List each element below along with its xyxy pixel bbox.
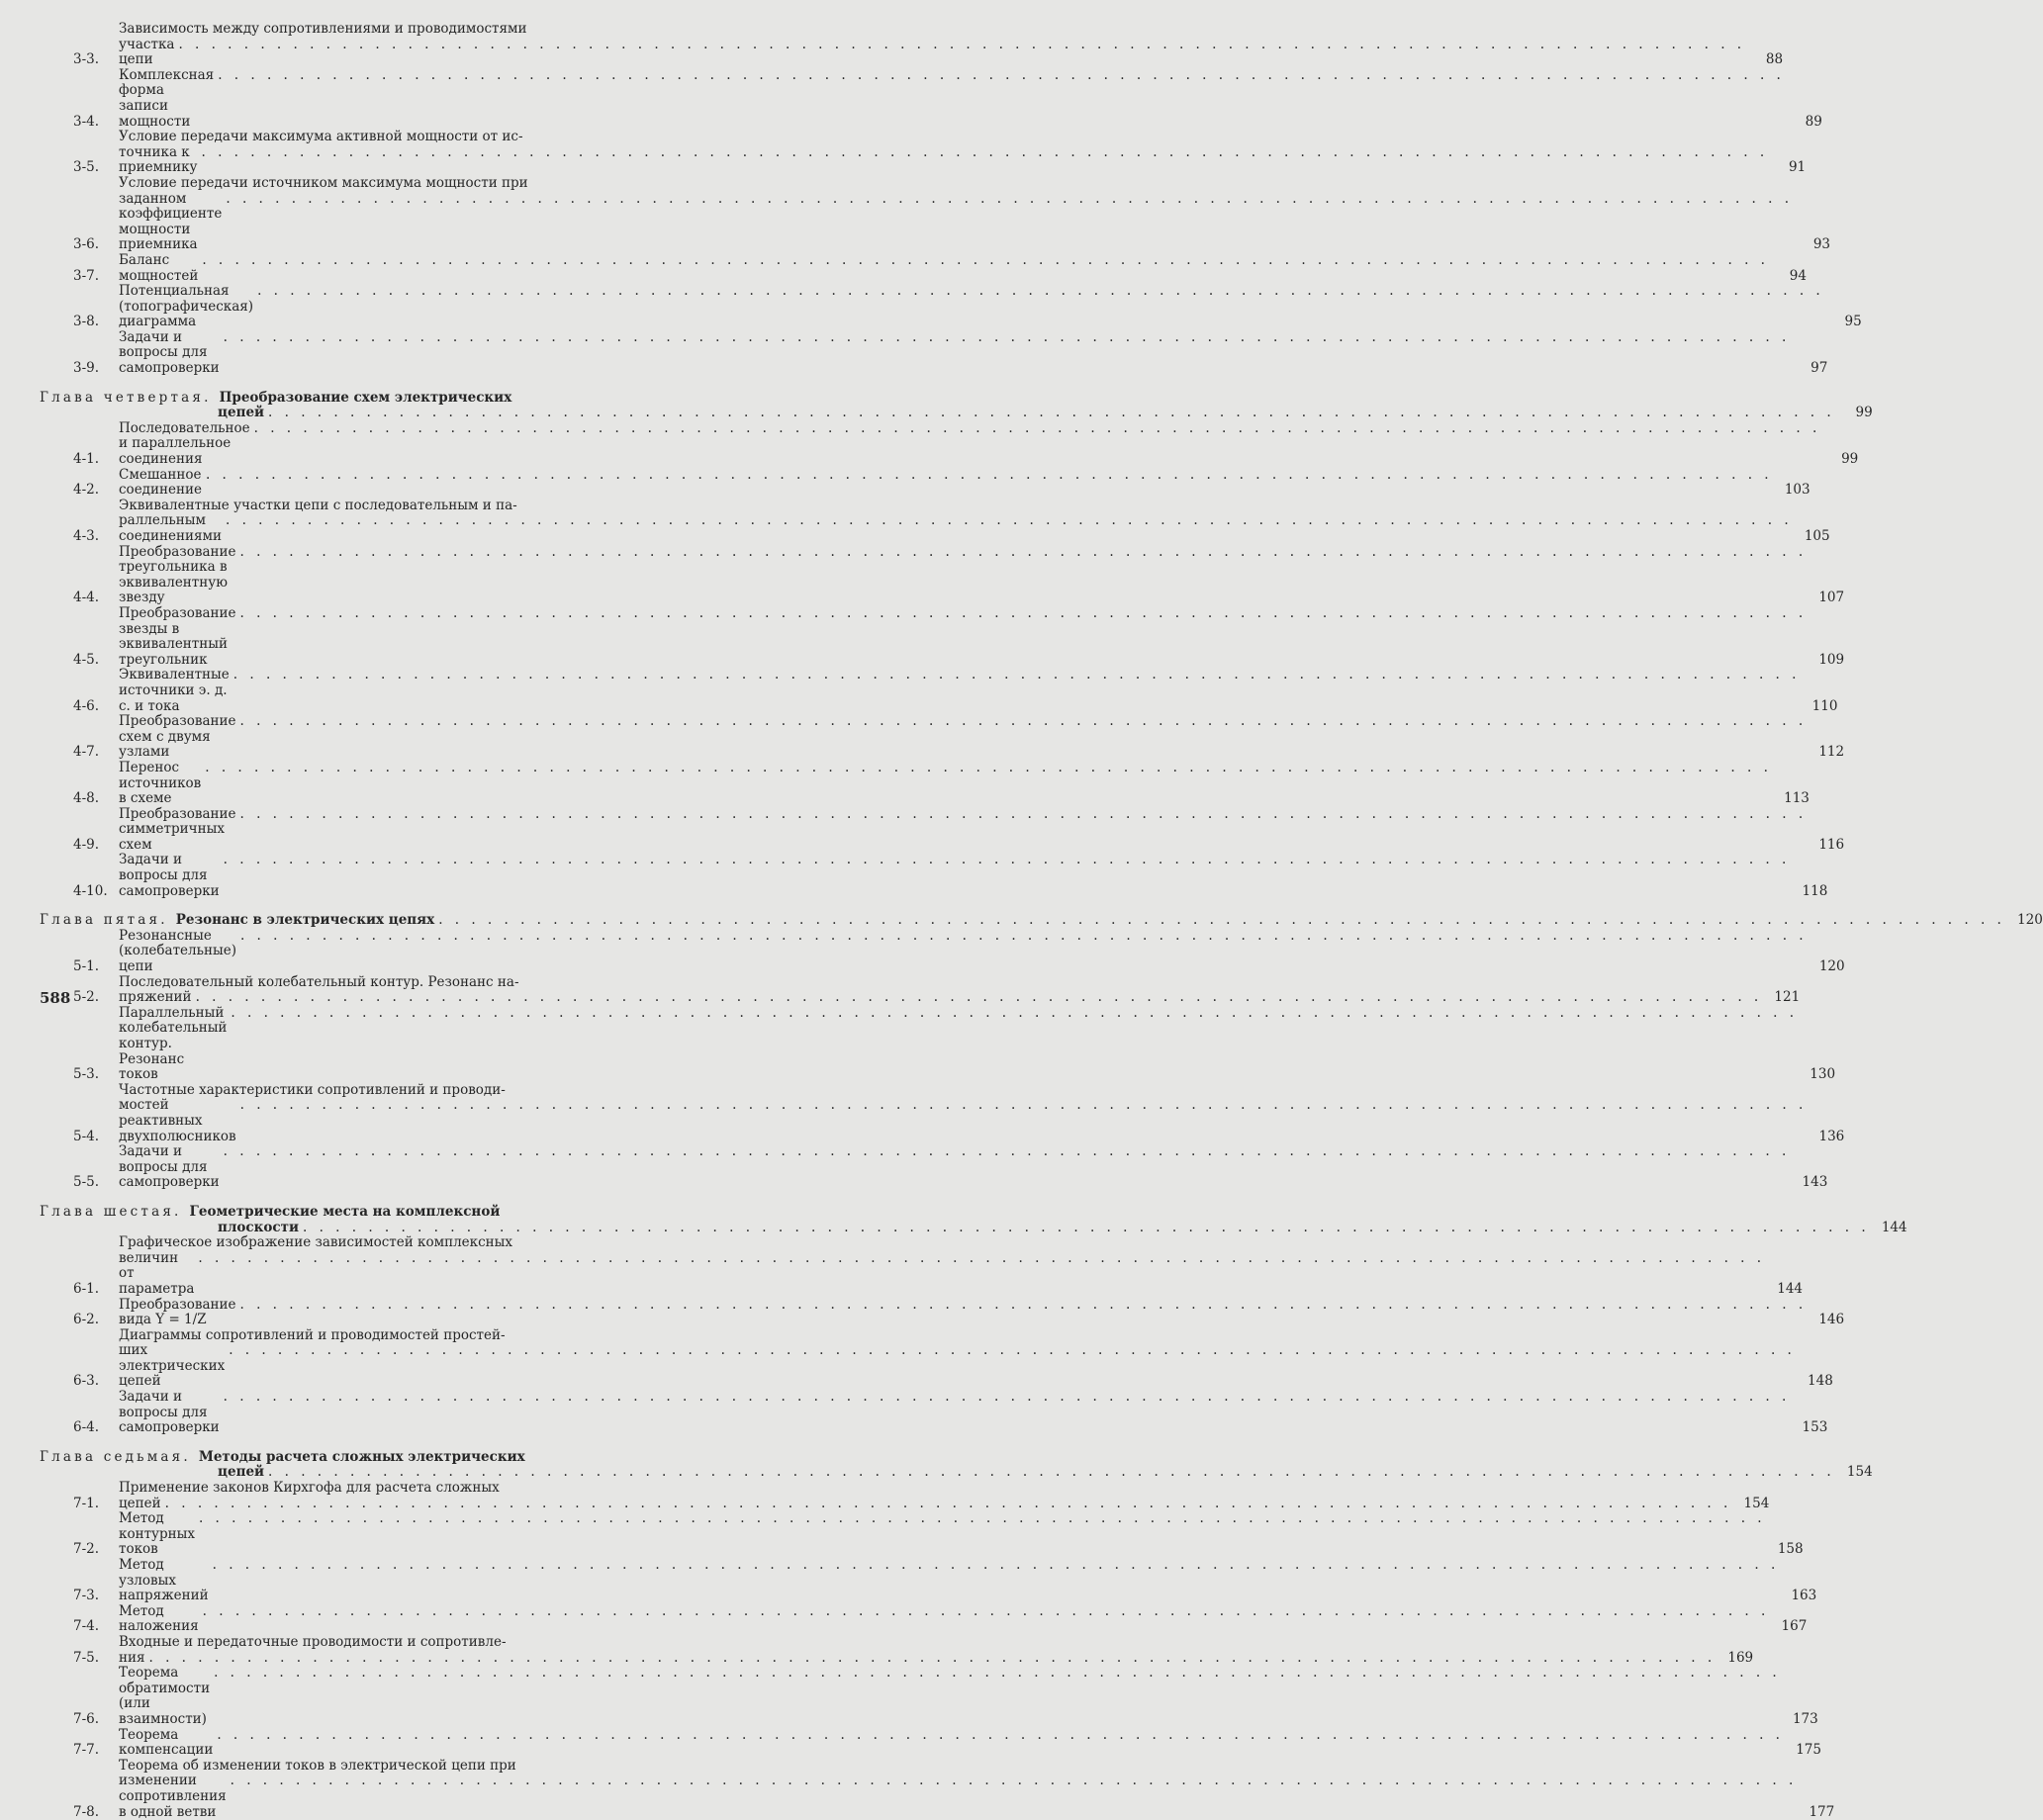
leader-dots — [224, 330, 1791, 346]
leader-dots — [231, 1006, 1798, 1022]
section-title: Параллельный колебательный контур. Резонанс токов — [119, 1006, 227, 1083]
toc-entry — [73, 714, 615, 761]
section-page: 88 — [1745, 52, 1783, 68]
chapter-title-continued: цепей — [218, 406, 264, 421]
section-number: 4-7. — [73, 745, 119, 761]
section-number: 7-8. — [73, 1805, 119, 1820]
section-page: 143 — [1790, 1175, 1827, 1191]
toc-entry — [73, 853, 615, 899]
section-page: 144 — [1765, 1282, 1803, 1298]
section-number: 3-3. — [73, 52, 119, 68]
toc-entry — [73, 975, 615, 1006]
section-title: Преобразование треугольника в эквивалентную звезду — [119, 545, 235, 606]
toc-entry — [73, 1390, 615, 1436]
section-page: 99 — [1820, 452, 1858, 468]
section-number: 4-9. — [73, 838, 119, 854]
leader-dots — [226, 513, 1793, 529]
section-title: Преобразование схем с двумя узлами — [119, 714, 235, 761]
section-title: Частотные характеристики сопротивлений и проводи- — [119, 1082, 506, 1098]
section-title: Метод контурных токов — [119, 1511, 195, 1558]
leader-dots — [198, 1251, 1765, 1267]
section-page: 120 — [1808, 959, 1845, 975]
leader-dots — [268, 406, 1835, 421]
toc-entry — [73, 1635, 615, 1666]
section-page: 105 — [1793, 529, 1830, 545]
section-title: Условие передачи источником максимума мощности при — [119, 175, 528, 191]
section-title: мостей реактивных двухполюсников — [119, 1098, 236, 1144]
toc-entry — [73, 284, 615, 330]
chapter-heading — [40, 1205, 615, 1235]
leader-dots — [226, 192, 1793, 208]
toc-entry — [73, 68, 615, 130]
leader-dots — [218, 68, 1785, 84]
table-of-contents — [40, 22, 615, 1820]
section-page: 116 — [1807, 838, 1844, 854]
section-title: Теорема обратимости (или взаимности) — [119, 1666, 210, 1727]
leader-dots — [202, 145, 1769, 161]
chapter-label: Глава пятая. — [40, 913, 168, 929]
section-number: 4-6. — [73, 699, 119, 715]
section-page: 153 — [1790, 1420, 1827, 1436]
section-title: Преобразование симметричных схем — [119, 807, 235, 854]
section-title: Эквивалентные участки цепи с последовательным и па- — [119, 498, 517, 513]
section-title: Смешанное соединение — [119, 468, 202, 499]
section-title: Баланс мощностей — [119, 253, 198, 284]
section-title: Входные и передаточные проводимости и сопротивле- — [119, 1634, 507, 1650]
leader-dots — [205, 761, 1772, 776]
chapter-label: Глава четвертая. — [40, 391, 212, 407]
section-title: Последовательное и параллельное соединения — [119, 421, 250, 468]
section-number: 7-7. — [73, 1743, 119, 1759]
leader-dots — [257, 284, 1824, 300]
section-page: 110 — [1800, 699, 1837, 715]
toc-entry — [73, 421, 615, 468]
section-title: Диаграммы сопротивлений и проводимостей простей- — [119, 1327, 506, 1343]
toc-entry — [73, 545, 615, 606]
leader-dots — [268, 1465, 1835, 1481]
section-title: ших электрических цепей — [119, 1343, 225, 1390]
leader-dots — [239, 807, 1807, 823]
leader-dots — [239, 714, 1807, 730]
toc-entry — [73, 807, 615, 854]
toc-entry — [73, 606, 615, 668]
leader-dots — [199, 1511, 1766, 1527]
section-title: Потенциальная (топографическая) диаграмма — [119, 284, 253, 330]
leader-dots — [206, 468, 1773, 484]
leader-dots — [196, 990, 1763, 1006]
section-title: Резонансные (колебательные) цепи — [119, 929, 236, 975]
section-number: 7-6. — [73, 1712, 119, 1728]
leader-dots — [240, 929, 1808, 945]
section-page: 136 — [1807, 1130, 1844, 1145]
section-title: Применение законов Кирхгофа для расчета сложных — [119, 1480, 500, 1496]
section-page: 103 — [1773, 483, 1811, 499]
toc-entry — [73, 130, 615, 176]
section-title: Графическое изображение зависимостей комплексных — [119, 1234, 512, 1250]
section-number: 3-4. — [73, 115, 119, 131]
section-number: 5-5. — [73, 1175, 119, 1191]
section-title: Задачи и вопросы для самопроверки — [119, 1144, 220, 1191]
chapter-title: Преобразование схем электрических — [220, 391, 615, 407]
section-title: Задачи и вопросы для самопроверки — [119, 853, 220, 899]
section-number: 7-2. — [73, 1542, 119, 1558]
chapter-title: Геометрические места на комплексной — [190, 1205, 615, 1221]
section-title: Метод наложения — [119, 1604, 199, 1635]
section-page: 112 — [1807, 745, 1844, 761]
toc-entry — [73, 176, 615, 253]
toc-entry — [73, 253, 615, 284]
leader-dots — [165, 1497, 1732, 1512]
section-page: 94 — [1769, 269, 1807, 285]
toc-entry — [73, 1235, 615, 1297]
leader-dots — [213, 1558, 1780, 1574]
section-number: 7-4. — [73, 1619, 119, 1635]
section-number: 6-3. — [73, 1374, 119, 1390]
toc-entry — [73, 1666, 615, 1727]
section-title: величин от параметра — [119, 1251, 194, 1298]
section-number: 3-6. — [73, 237, 119, 253]
leader-dots — [254, 421, 1821, 437]
leader-dots — [214, 1666, 1781, 1682]
section-title: Теорема об изменении токов в электрической цепи при — [119, 1758, 516, 1774]
section-title: Зависимость между сопротивлениями и проводимостями — [119, 21, 527, 37]
leader-dots — [149, 1651, 1717, 1667]
toc-entry — [73, 499, 615, 545]
section-page: 130 — [1798, 1067, 1835, 1083]
leader-dots — [239, 545, 1807, 561]
toc-entry — [73, 1083, 615, 1144]
section-title: Задачи и вопросы для самопроверки — [119, 330, 220, 377]
section-title: точника к приемнику — [119, 145, 198, 176]
leader-dots — [438, 913, 2005, 929]
toc-entry — [73, 1759, 615, 1820]
section-number: 4-10. — [73, 884, 119, 900]
section-number: 5-3. — [73, 1067, 119, 1083]
section-title: Эквивалентные источники э. д. с. и тока — [119, 668, 230, 714]
toc-entry — [73, 1298, 615, 1328]
leader-dots — [202, 253, 1769, 269]
leader-dots — [229, 1343, 1796, 1359]
section-number: 4-1. — [73, 452, 119, 468]
leader-dots — [303, 1221, 1870, 1236]
section-number: 6-4. — [73, 1420, 119, 1436]
chapter-title: Резонанс в электрических цепях — [176, 913, 434, 929]
toc-entry — [73, 761, 615, 807]
toc-entry — [73, 1481, 615, 1511]
leader-dots — [203, 1604, 1770, 1620]
section-number: 3-9. — [73, 361, 119, 377]
section-title: ния — [119, 1651, 145, 1667]
toc-entry — [73, 468, 615, 499]
section-title: изменении сопротивления в одной ветви — [119, 1774, 227, 1820]
section-number: 4-5. — [73, 653, 119, 669]
section-title: заданном коэффициенте мощности приемника — [119, 192, 222, 253]
section-page: 148 — [1796, 1374, 1833, 1390]
chapter-heading — [40, 913, 615, 929]
chapter-page: 144 — [1870, 1221, 1907, 1236]
toc-entry — [73, 1006, 615, 1083]
section-page: 107 — [1807, 591, 1844, 606]
toc-entry — [73, 668, 615, 714]
section-page: 95 — [1824, 315, 1862, 330]
leader-dots — [178, 38, 1745, 53]
leader-dots — [224, 1390, 1791, 1406]
chapter-title-continued: плоскости — [218, 1221, 299, 1236]
section-page: 146 — [1807, 1313, 1844, 1328]
section-title: Перенос источников в схеме — [119, 761, 201, 807]
section-page: 177 — [1797, 1805, 1834, 1820]
section-title: Преобразование звезды в эквивалентный треугольник — [119, 606, 235, 668]
section-page: 175 — [1784, 1743, 1821, 1759]
section-number: 5-1. — [73, 959, 119, 975]
section-number: 7-5. — [73, 1651, 119, 1667]
toc-entry — [73, 1728, 615, 1759]
section-page: 113 — [1772, 791, 1810, 807]
leader-dots — [239, 1298, 1807, 1314]
section-title: Метод узловых напряжений — [119, 1558, 209, 1604]
section-number: 7-1. — [73, 1497, 119, 1512]
section-page: 121 — [1762, 990, 1800, 1006]
toc-entry — [73, 22, 615, 68]
page-number: 588 — [40, 989, 70, 1007]
section-title: пряжений — [119, 990, 192, 1006]
chapter-title: Методы расчета сложных электрических — [199, 1450, 615, 1466]
toc-entry — [73, 330, 615, 377]
section-title: раллельным соединениями — [119, 513, 222, 544]
chapter-page: 154 — [1835, 1465, 1873, 1481]
section-number: 4-4. — [73, 591, 119, 606]
section-title: Условие передачи максимума активной мощности от ис- — [119, 129, 523, 144]
toc-entry — [73, 1144, 615, 1191]
section-page: 109 — [1807, 653, 1844, 669]
section-page: 118 — [1790, 884, 1827, 900]
section-title: Преобразование вида Y = 1/Z — [119, 1298, 235, 1328]
chapter-page: 120 — [2005, 913, 2043, 929]
section-title: цепей — [119, 1497, 161, 1512]
section-page: 167 — [1769, 1619, 1807, 1635]
section-page: 158 — [1766, 1542, 1804, 1558]
section-number: 4-3. — [73, 529, 119, 545]
section-title: Последовательный колебательный контур. Резонанс на- — [119, 974, 519, 990]
section-title: Комплексная форма записи мощности — [119, 68, 214, 130]
leader-dots — [224, 1144, 1791, 1160]
section-page: 169 — [1716, 1651, 1753, 1667]
leader-dots — [239, 606, 1807, 622]
chapter-page: 99 — [1835, 406, 1873, 421]
section-number: 4-2. — [73, 483, 119, 499]
section-number: 3-7. — [73, 269, 119, 285]
section-number: 6-2. — [73, 1313, 119, 1328]
chapter-label: Глава седьмая. — [40, 1450, 191, 1466]
toc-entry — [73, 1328, 615, 1390]
section-number: 3-8. — [73, 315, 119, 330]
section-page: 89 — [1785, 115, 1822, 131]
chapter-heading — [40, 391, 615, 421]
section-number: 3-5. — [73, 160, 119, 176]
section-number: 5-4. — [73, 1130, 119, 1145]
section-page: 97 — [1790, 361, 1827, 377]
chapter-title-continued: цепей — [218, 1465, 264, 1481]
toc-entry — [73, 1558, 615, 1604]
leader-dots — [231, 1774, 1798, 1789]
toc-entry — [73, 1604, 615, 1635]
chapter-label: Глава шестая. — [40, 1205, 182, 1221]
toc-entry — [73, 929, 615, 975]
section-number: 7-3. — [73, 1589, 119, 1604]
section-page: 163 — [1779, 1589, 1816, 1604]
section-page: 93 — [1793, 237, 1830, 253]
section-title: участка цепи — [119, 38, 174, 68]
section-title: Теорема компенсации — [119, 1728, 213, 1759]
chapter-heading — [40, 1450, 615, 1481]
section-number: 6-1. — [73, 1282, 119, 1298]
section-number: 4-8. — [73, 791, 119, 807]
section-number: 5-2. — [73, 990, 119, 1006]
section-page: 91 — [1768, 160, 1806, 176]
leader-dots — [240, 1098, 1808, 1114]
book-page — [0, 0, 660, 1068]
leader-dots — [233, 668, 1801, 683]
section-page: 154 — [1731, 1497, 1769, 1512]
leader-dots — [217, 1728, 1784, 1744]
section-title: Задачи и вопросы для самопроверки — [119, 1390, 220, 1436]
leader-dots — [224, 853, 1791, 868]
section-page: 173 — [1781, 1712, 1818, 1728]
toc-entry — [73, 1511, 615, 1558]
